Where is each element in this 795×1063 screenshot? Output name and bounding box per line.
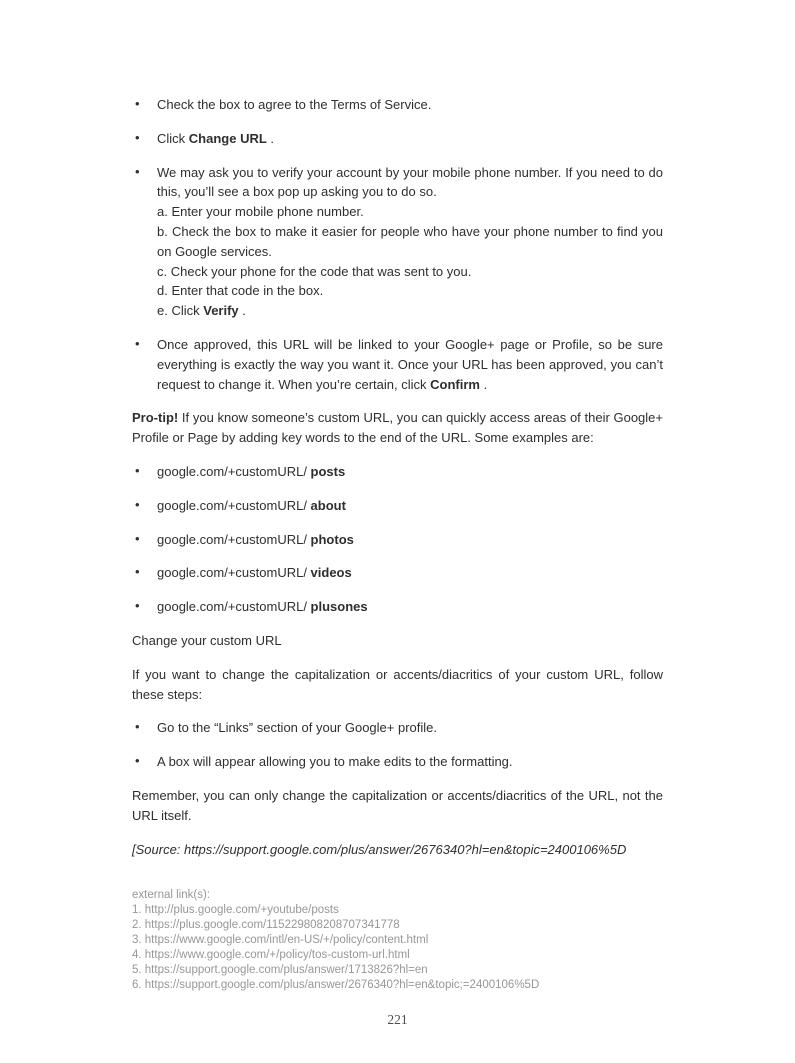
verify-bold: Verify [203,303,239,319]
external-links-heading: external link(s): [132,889,210,902]
url-keyword-plusones: plusones [310,599,368,615]
url-example-about [132,496,663,516]
external-link-1: 1. http://plus.google.com/+youtube/posts [132,904,339,917]
change-url-steps-list [132,718,663,772]
external-links-block [132,888,663,993]
bullet-item-verify-account [132,163,663,321]
click-suffix: . [266,130,275,146]
change-step-edit-box: • A box will appear allowing you to make edits to the formatting. [132,752,663,772]
protip-bold: Pro-tip! [132,410,179,426]
bullet-item-once-approved [132,335,663,394]
url-keyword-videos: videos [310,565,352,581]
click-prefix: Click [157,130,189,146]
verify-step-b: b. Check the box to make it easier for people who have your phone number to find you on Google services. [157,223,663,259]
page-content [132,95,663,993]
bullet-item-terms [132,95,663,115]
url-example-plusones [132,597,663,617]
external-link-2: 2. https://plus.google.com/115229808208707341778 [132,919,400,932]
verify-step-e-prefix: e. Click [157,303,204,319]
url-keyword-about: about [310,497,346,513]
url-example-photos [132,530,663,550]
section-heading-change-url: Change your custom URL [132,632,282,648]
protip-text: If you know someone’s custom URL, you can quickly access areas of their Google+ Profile or Page by adding key words to the end of the URL. Some examples are: [132,410,663,446]
url-example-videos [132,563,663,583]
protip-paragraph [132,408,663,448]
url-keyword-posts: posts [310,463,346,479]
change-step-links-section: • Go to the “Links” section of your Google+ profile. [132,718,663,738]
change-url-intro: If you want to change the capitalization or accents/diacritics of your custom URL, follow these steps: [132,666,663,702]
source-citation: [Source: https://support.google.com/plus/answer/2676340?hl=en&topic=2400106%5D [132,841,627,857]
verify-intro: We may ask you to verify your account by your mobile phone number. If you need to do this, you’ll see a box pop up asking you to do so. [157,164,663,200]
url-keyword-photos: photos [310,531,354,547]
url-example-list [132,462,663,617]
url-base: google.com/+customURL/ [157,531,311,547]
external-link-3: 3. https://www.google.com/intl/en-US/+/policy/content.html [132,934,429,947]
url-base: google.com/+customURL/ [157,565,311,581]
verify-step-c: c. Check your phone for the code that was sent to you. [157,263,472,279]
terms-text: Check the box to agree to the Terms of Service. [157,97,432,112]
verify-step-e-suffix: . [238,303,246,319]
external-link-5: 5. https://support.google.com/plus/answer/1713826?hl=en [132,964,428,977]
url-base: google.com/+customURL/ [157,599,311,615]
url-base: google.com/+customURL/ [157,497,311,513]
instruction-bullet-list [132,95,663,394]
external-link-6: 6. https://support.google.com/plus/answer/2676340?hl=en&topic;=2400106%5D [132,979,540,992]
approved-suffix: . [479,376,488,392]
bullet-item-change-url [132,129,663,149]
change-url-bold: Change URL [188,130,267,146]
confirm-bold: Confirm [430,376,480,392]
url-example-posts [132,462,663,482]
verify-step-d: d. Enter that code in the box. [157,283,324,299]
remember-note: Remember, you can only change the capitalization or accents/diacritics of the URL, not the URL itself. [132,787,663,823]
verify-step-a: a. Enter your mobile phone number. [157,204,364,220]
page-number: 221 [387,1012,408,1027]
external-link-4: 4. https://www.google.com/+/policy/tos-custom-url.html [132,949,410,962]
approved-prefix: Once approved, this URL will be linked to your Google+ page or Profile, so be sure everything is exactly the way you want it. Once your URL has been approved, you can’t request to change it. When you’re certain, click [157,336,663,392]
url-base: google.com/+customURL/ [157,463,311,479]
